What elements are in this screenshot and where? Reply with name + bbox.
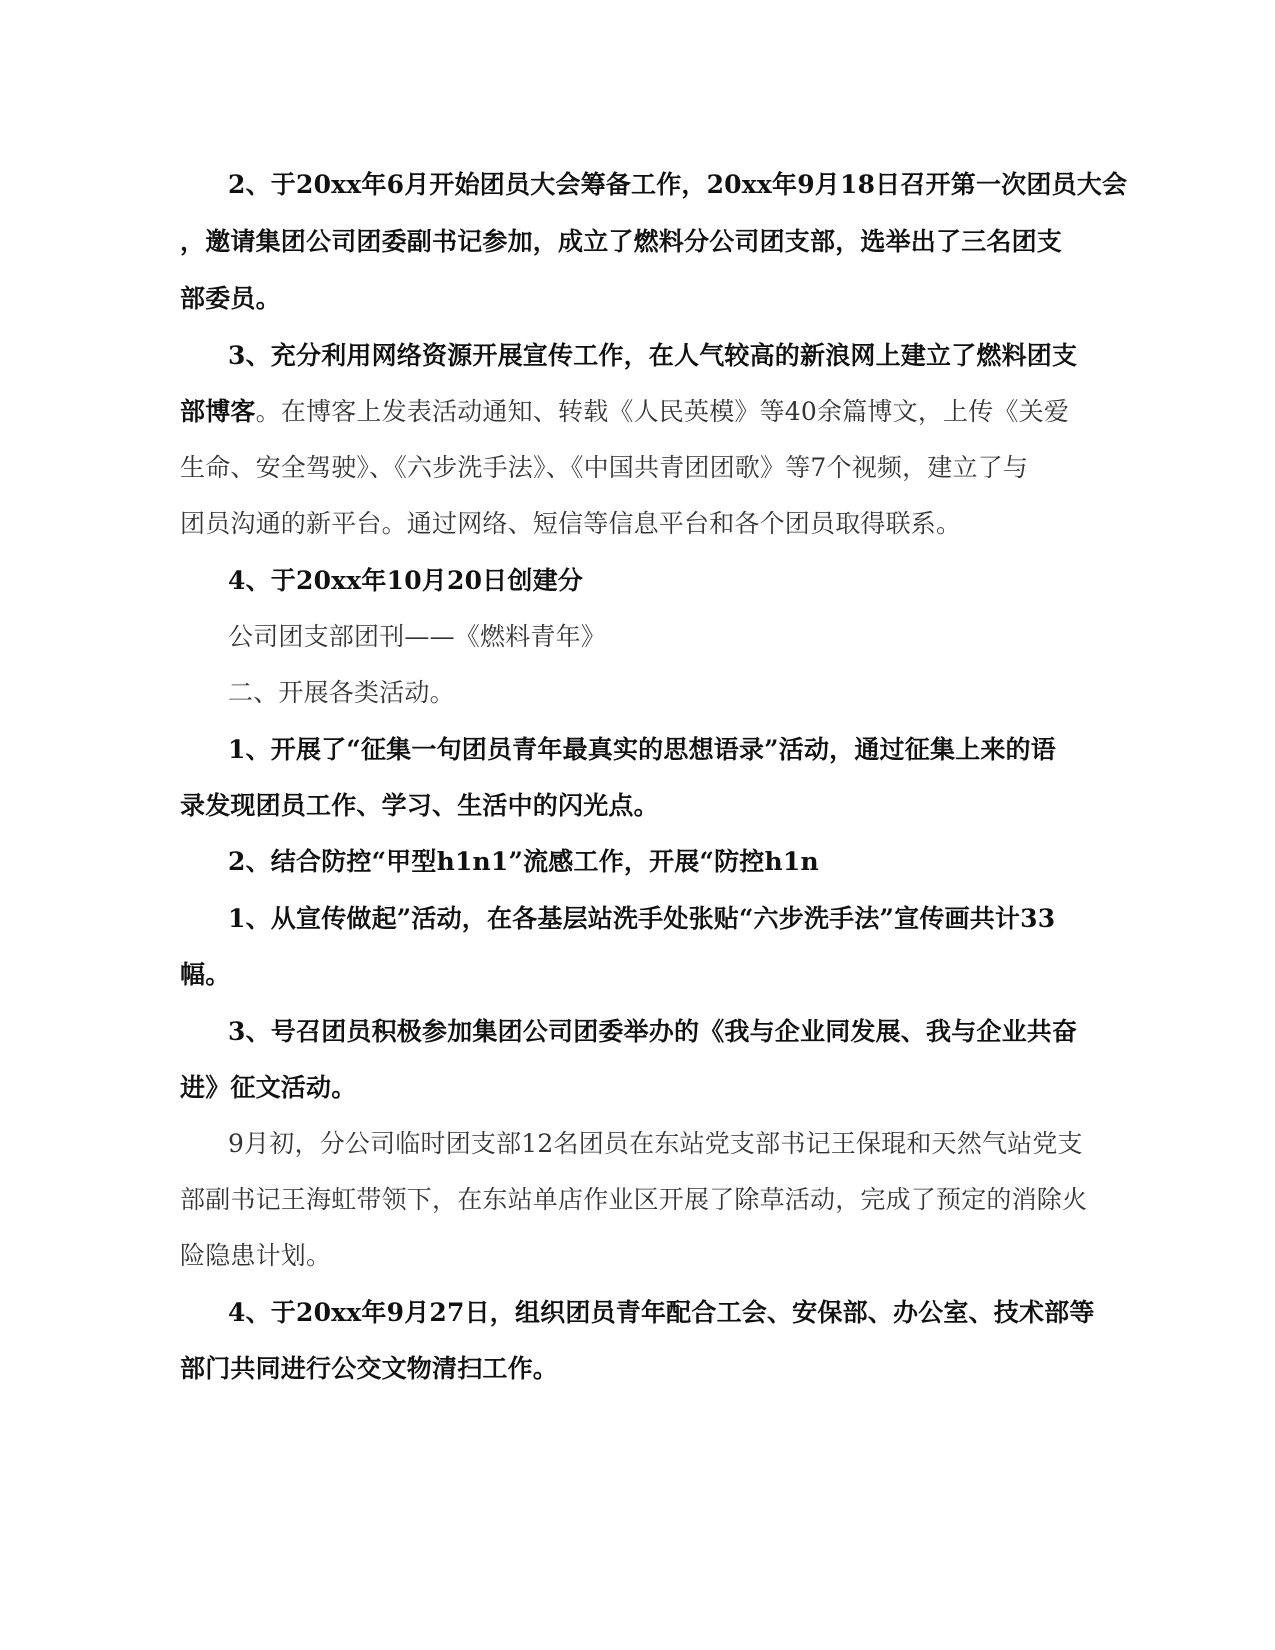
section-heading: 二、开展各类活动。 bbox=[228, 678, 455, 707]
paragraph-line: 进》征文活动。 bbox=[180, 1073, 357, 1102]
paragraph-line: 部委员。 bbox=[180, 284, 281, 313]
paragraph-line: ，邀请集团公司团委副书记参加，成立了燃料分公司团支部，选举出了三名团支 bbox=[180, 227, 1063, 256]
paragraph-line: 9月初，分公司临时团支部12名团员在东站党支部书记王保琨和天然气站党支 bbox=[228, 1129, 1083, 1158]
paragraph-line: 录发现团员工作、学习、生活中的闪光点。 bbox=[180, 791, 659, 820]
paragraph-line: 幅。 bbox=[180, 960, 231, 989]
paragraph-line: 2、于20xx年6月开始团员大会筹备工作，20xx年9月18日召开第一次团员大会 bbox=[228, 170, 1128, 199]
paragraph-line: 险隐患计划。 bbox=[180, 1241, 332, 1270]
paragraph-line: 生命、安全驾驶》、《六步洗手法》、《中国共青团团歌》等7个视频，建立了与 bbox=[180, 453, 1029, 482]
paragraph-line: 4、于20xx年9月27日，组织团员青年配合工会、安保部、办公室、技术部等 bbox=[228, 1298, 1095, 1327]
paragraph-line: 公司团支部团刊——《燃料青年》 bbox=[228, 622, 607, 651]
paragraph-line: 3、号召团员积极参加集团公司团委举办的《我与企业同发展、我与企业共奋 bbox=[228, 1017, 1078, 1046]
line-segment: 部博客 bbox=[180, 397, 256, 426]
paragraph-line: 团员沟通的新平台。通过网络、短信等信息平台和各个团员取得联系。 bbox=[180, 509, 962, 538]
paragraph-line: 4、于20xx年10月20日创建分 bbox=[228, 566, 583, 595]
line-segment: 。在博客上发表活动通知、转载《人民英模》等40余篇博文，上传《关爱 bbox=[255, 397, 1070, 426]
paragraph-line: 1、从宣传做起”活动，在各基层站洗手处张贴“六步洗手法”宣传画共计33 bbox=[228, 904, 1056, 933]
paragraph-line: 2、结合防控“甲型h1n1”流感工作，开展“防控h1n bbox=[228, 847, 819, 876]
paragraph-line: 1、开展了“征集一句团员青年最真实的思想语录”活动，通过征集上来的语 bbox=[228, 735, 1056, 764]
paragraph-line: 部门共同进行公交文物清扫工作。 bbox=[180, 1354, 559, 1383]
paragraph-line bbox=[180, 397, 1069, 427]
paragraph-line: 部副书记王海虹带领下，在东站单店作业区开展了除草活动，完成了预定的消除火 bbox=[180, 1185, 1088, 1214]
paragraph-line: 3、充分利用网络资源开展宣传工作，在人气较高的新浪网上建立了燃料团支 bbox=[228, 341, 1078, 370]
